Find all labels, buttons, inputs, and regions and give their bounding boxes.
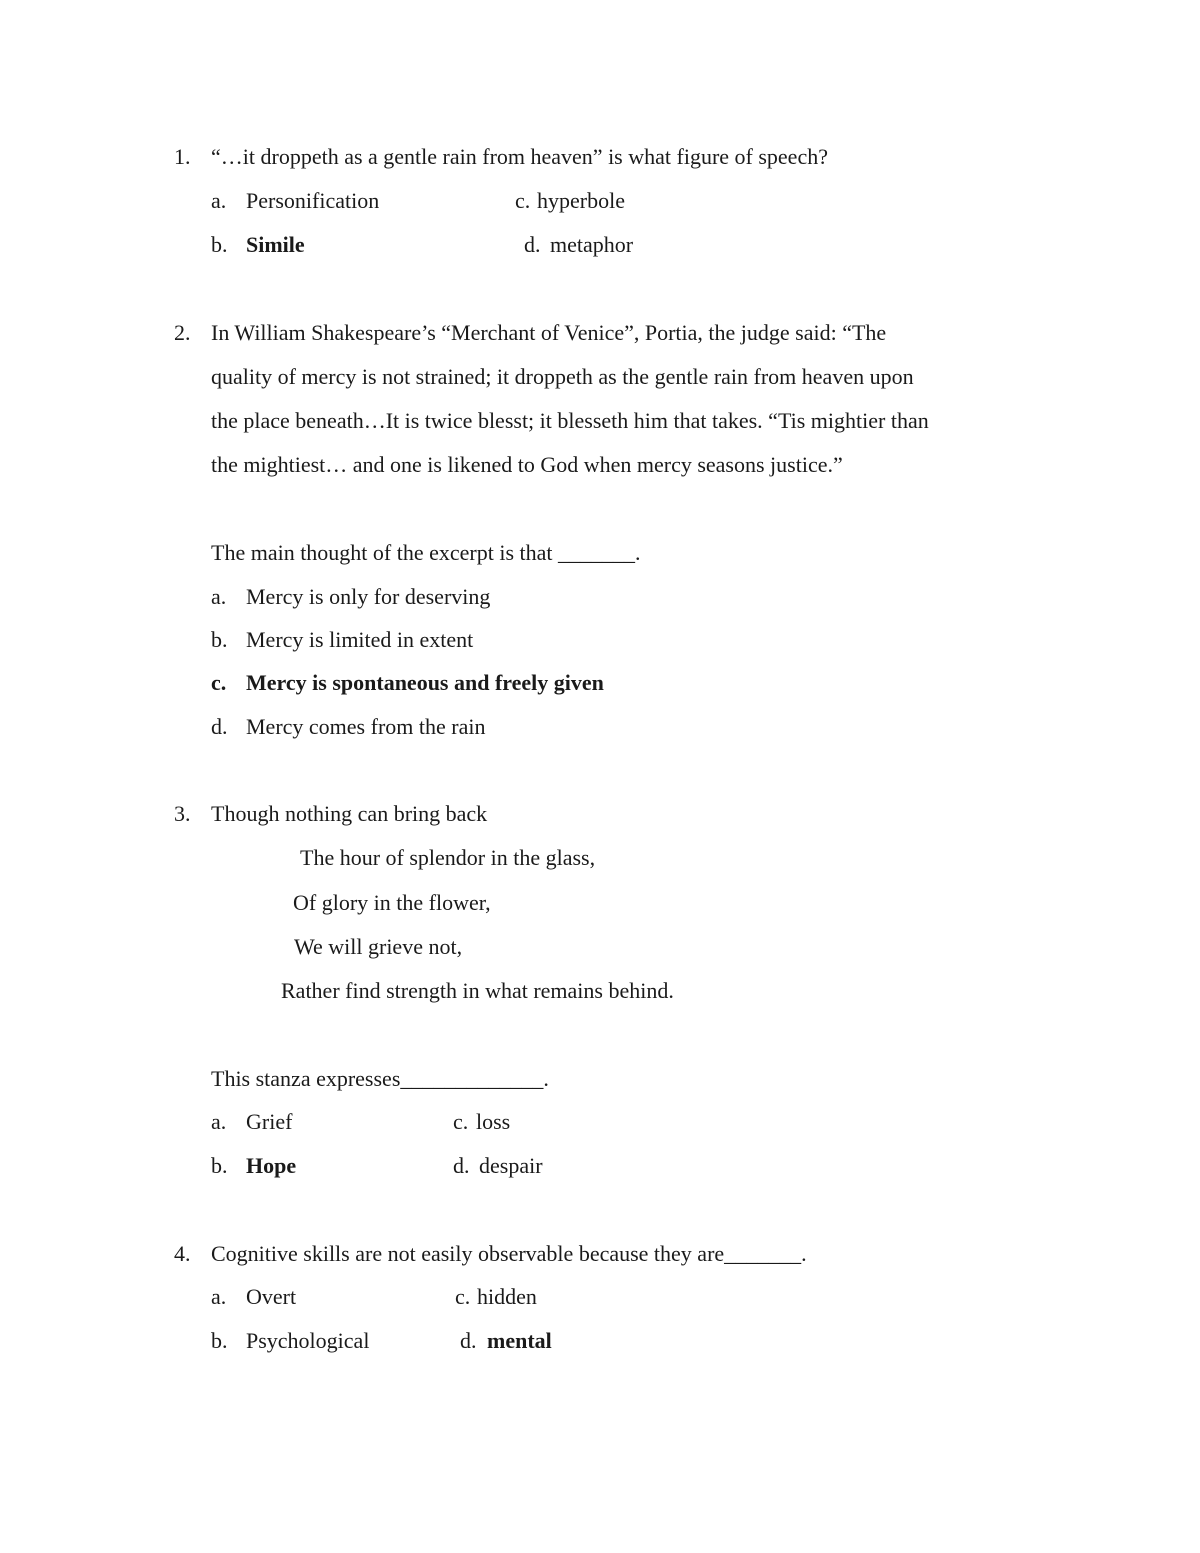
question-stem-line: the mightiest… and one is likened to God when mercy seasons justice.”: [211, 452, 843, 477]
option-letter: b.: [211, 1328, 228, 1353]
poem-line: We will grieve not,: [294, 934, 463, 959]
correct-answer: Hope: [246, 1153, 297, 1178]
option-letter: d.: [460, 1328, 477, 1353]
option-letter: d.: [211, 714, 228, 739]
option-letter: c.: [455, 1284, 471, 1309]
question-stem-line: In William Shakespeare’s “Merchant of Venice”, Portia, the judge said: “The: [211, 320, 887, 345]
option-text: metaphor: [550, 232, 634, 257]
option-letter: a.: [211, 584, 227, 609]
option-letter: b.: [211, 1153, 228, 1178]
option-text: Mercy is limited in extent: [246, 627, 474, 652]
option-text: Grief: [246, 1109, 293, 1134]
option-text: Overt: [246, 1284, 297, 1309]
question-prompt: This stanza expresses_____________.: [211, 1066, 549, 1091]
option-letter: d.: [453, 1153, 470, 1178]
question-number: 4.: [174, 1241, 191, 1266]
question-stem: Cognitive skills are not easily observable because they are_______.: [211, 1241, 807, 1266]
option-letter: c.: [515, 188, 531, 213]
option-letter: a.: [211, 1284, 227, 1309]
option-text: hyperbole: [537, 188, 625, 213]
poem-line: Rather find strength in what remains behind.: [281, 978, 674, 1003]
question-stem-line: the place beneath…It is twice blesst; it blesseth him that takes. “Tis mightier than: [211, 408, 929, 433]
option-letter: c.: [453, 1109, 469, 1134]
question-prompt: The main thought of the excerpt is that _______.: [211, 540, 641, 565]
correct-answer: Mercy is spontaneous and freely given: [246, 670, 604, 695]
question-stem: “…it droppeth as a gentle rain from heaven” is what figure of speech?: [211, 144, 828, 169]
poem-line: The hour of splendor in the glass,: [300, 845, 596, 870]
question-number: 1.: [174, 144, 191, 169]
question-number: 2.: [174, 320, 191, 345]
option-text: hidden: [477, 1284, 537, 1309]
poem-line: Of glory in the flower,: [293, 890, 491, 915]
option-letter: a.: [211, 188, 227, 213]
correct-answer: mental: [487, 1328, 552, 1353]
option-letter: d.: [524, 232, 541, 257]
question-stem-line: quality of mercy is not strained; it droppeth as the gentle rain from heaven upon: [211, 364, 914, 389]
question-stem: Though nothing can bring back: [211, 801, 488, 826]
option-letter: b.: [211, 627, 228, 652]
option-text: Mercy comes from the rain: [246, 714, 486, 739]
option-text: Personification: [246, 188, 380, 213]
option-text: Mercy is only for deserving: [246, 584, 491, 609]
option-text: loss: [476, 1109, 511, 1134]
correct-answer: Simile: [246, 232, 305, 257]
option-letter: c.: [211, 670, 227, 695]
option-letter: a.: [211, 1109, 227, 1134]
question-number: 3.: [174, 801, 191, 826]
option-text: Psychological: [246, 1328, 370, 1353]
option-letter: b.: [211, 232, 228, 257]
option-text: despair: [479, 1153, 543, 1178]
